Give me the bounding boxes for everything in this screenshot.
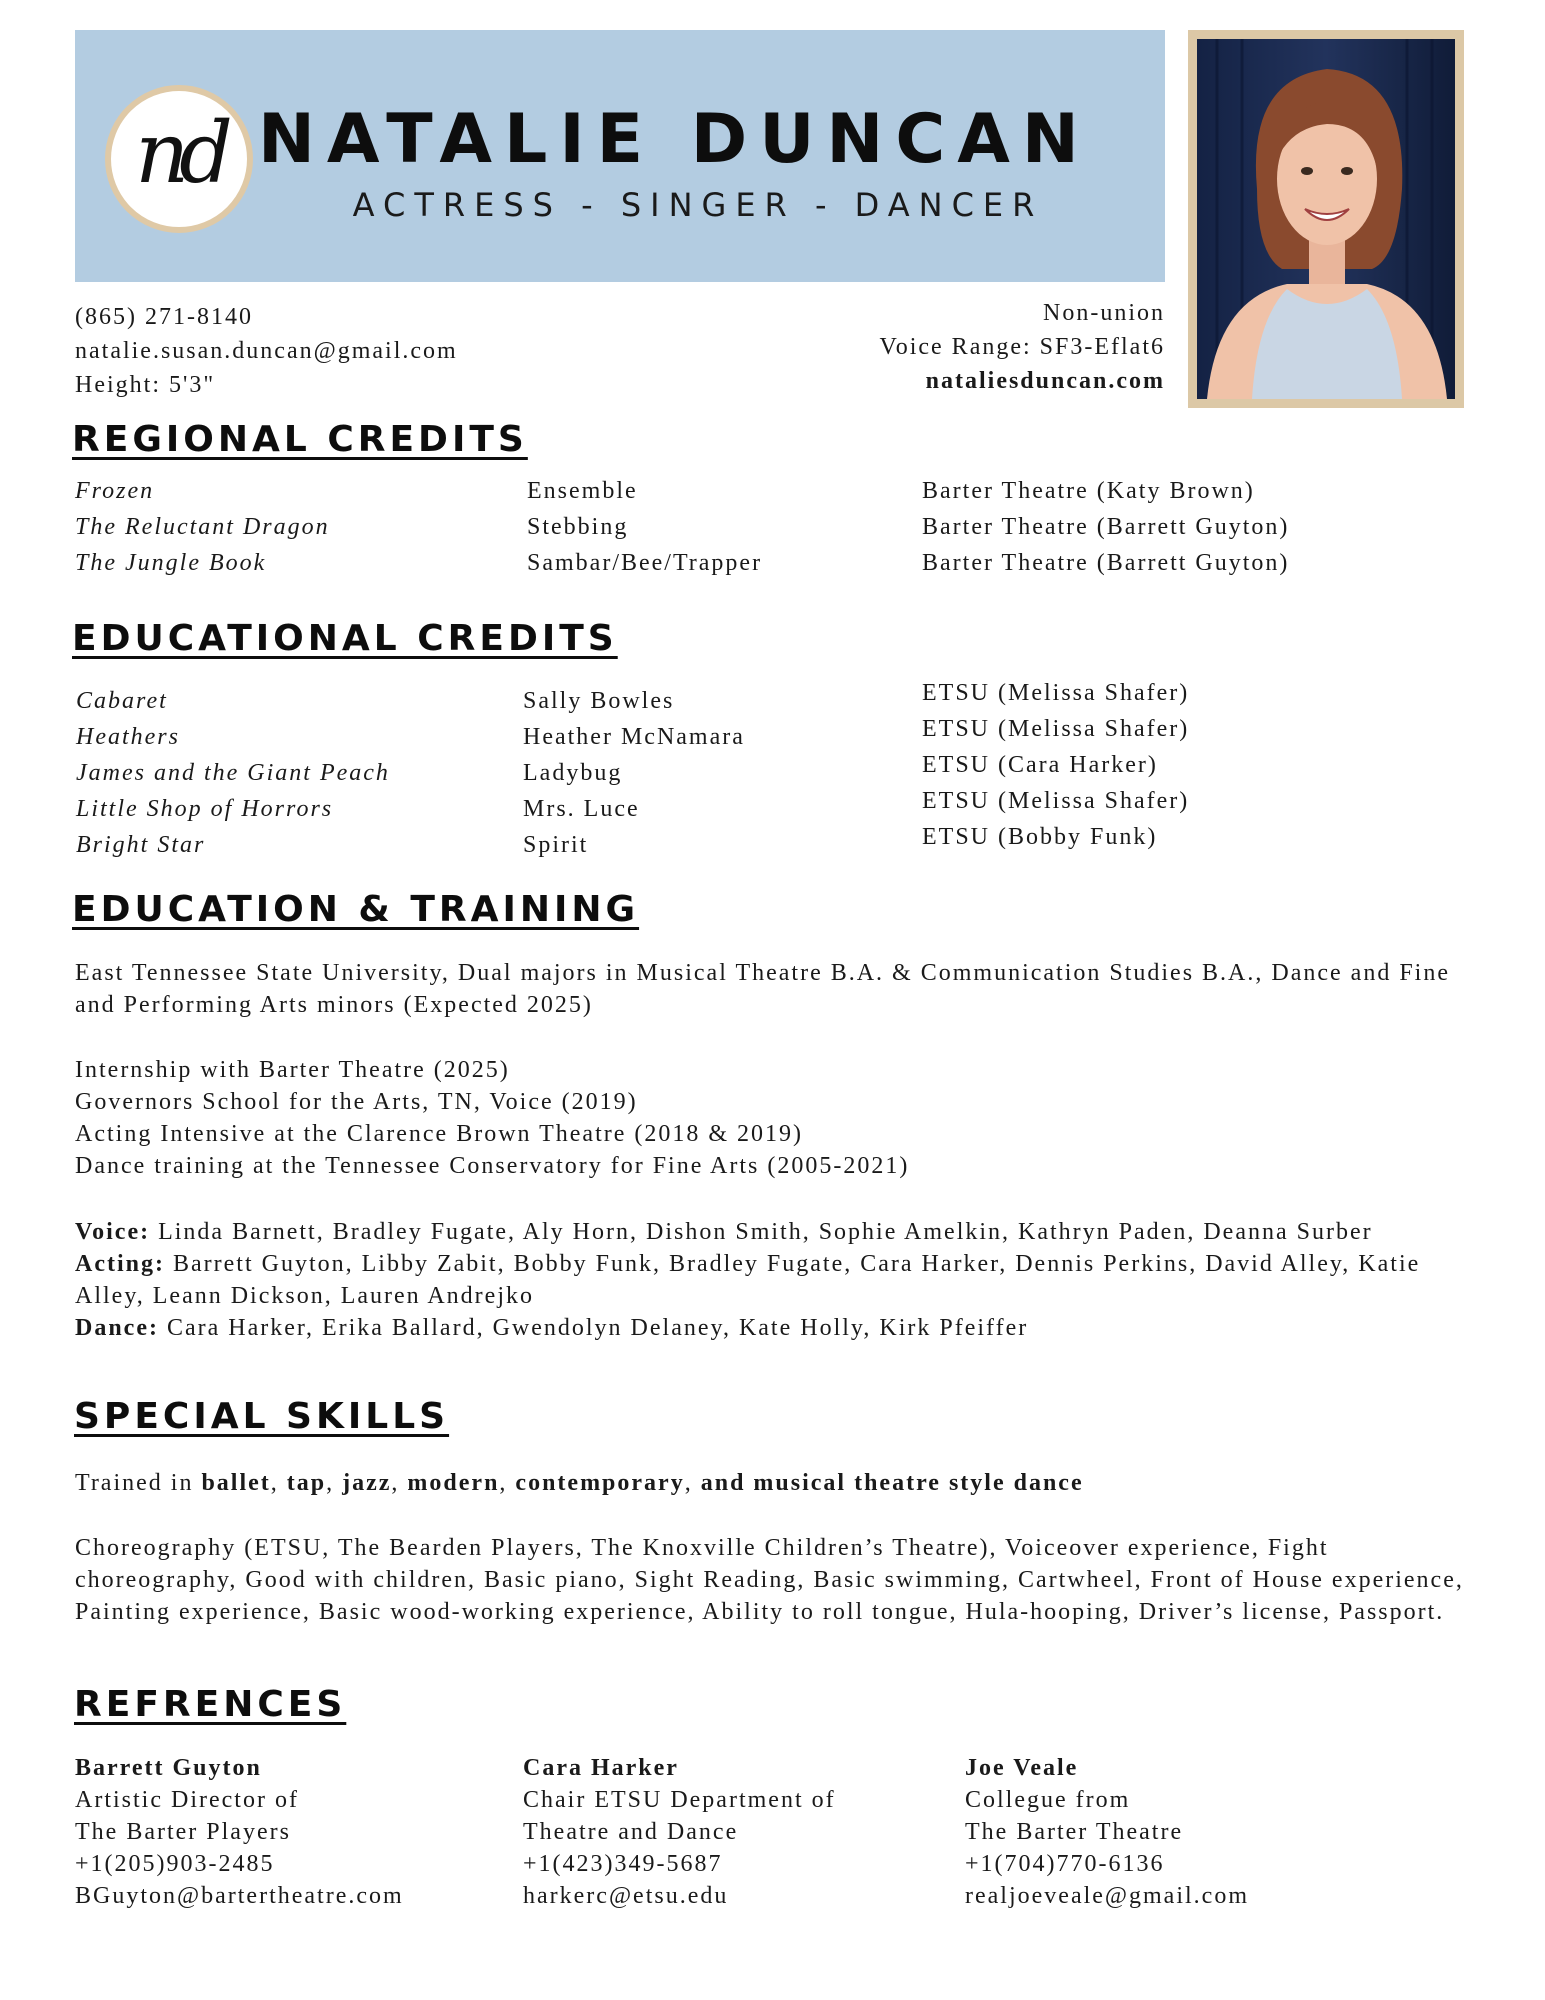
reference-card xyxy=(523,1752,836,1912)
dance-list: Cara Harker, Erika Ballard, Gwendolyn Delaney, Kate Holly, Kirk Pfeiffer xyxy=(158,1315,1029,1341)
list-item: Governors School for the Arts, TN, Voice (2019) xyxy=(75,1089,638,1115)
reference-organization: Theatre and Dance xyxy=(523,1819,739,1845)
educational-credits-heading: EDUCATIONAL CREDITS xyxy=(72,618,618,659)
reference-email[interactable]: BGuyton@bartertheatre.com xyxy=(75,1883,404,1909)
show-title: Cabaret xyxy=(76,688,168,714)
educational-roles-column xyxy=(523,683,745,863)
reference-organization: The Barter Theatre xyxy=(965,1819,1184,1845)
reference-phone: +1(205)903-2485 xyxy=(75,1851,275,1877)
separator: , xyxy=(499,1470,516,1496)
separator: , xyxy=(684,1470,701,1496)
other-skills-text: Choreography (ETSU, The Bearden Players, The Knoxville Children’s Theatre), Voiceover experience, Fight choreography, Good with children, Basic piano, Sight Reading, Basic swimming, Cartwheel, Front of House experience, Painting experience, Basic wood-working experience, Ability to roll tongue, Hula-hooping, Driver’s license, Passport. xyxy=(75,1535,1464,1625)
list-item: Acting Intensive at the Clarence Brown Theatre (2018 & 2019) xyxy=(75,1121,804,1147)
educational-shows-column xyxy=(76,683,390,863)
role: Stebbing xyxy=(527,514,629,540)
acting-list: Barrett Guyton, Libby Zabit, Bobby Funk, Bradley Fugate, Cara Harker, Dennis Perkins, David Alley, Katie Alley, Leann Dickson, Lauren Andrejko xyxy=(75,1251,1421,1309)
headshot-photo xyxy=(1188,30,1464,408)
phone-number: (865) 271-8140 xyxy=(75,304,253,330)
educational-venues-column xyxy=(922,675,1189,855)
voice-list: Linda Barnett, Bradley Fugate, Aly Horn, Dishon Smith, Sophie Amelkin, Kathryn Paden, Deanna Surber xyxy=(150,1219,1373,1245)
acting-label: Acting: xyxy=(75,1251,165,1277)
email-address: natalie.susan.duncan@gmail.com xyxy=(75,338,458,364)
education-training-heading: EDUCATION & TRAINING xyxy=(72,889,640,930)
role: Mrs. Luce xyxy=(523,796,640,822)
venue: ETSU (Melissa Shafer) xyxy=(922,716,1190,742)
role: Ladybug xyxy=(523,760,623,786)
style-jazz: jazz xyxy=(342,1470,392,1496)
reference-title: Collegue from xyxy=(965,1787,1131,1813)
venue: ETSU (Melissa Shafer) xyxy=(922,788,1190,814)
venue: Barter Theatre (Barrett Guyton) xyxy=(922,514,1290,540)
website-link[interactable]: nataliesduncan.com xyxy=(925,368,1165,394)
venue: ETSU (Bobby Funk) xyxy=(922,824,1158,850)
venue: ETSU (Melissa Shafer) xyxy=(922,680,1190,706)
monogram-text: nd xyxy=(135,104,223,202)
venue: ETSU (Cara Harker) xyxy=(922,752,1158,778)
show-title: Heathers xyxy=(76,724,180,750)
voice-teachers xyxy=(75,1216,1475,1248)
list-item: Internship with Barter Theatre (2025) xyxy=(75,1057,510,1083)
headshot-illustration xyxy=(1197,39,1455,399)
contact-right xyxy=(760,296,1165,398)
teachers-block xyxy=(75,1216,1475,1344)
height: Height: 5'3" xyxy=(75,372,216,398)
separator: , xyxy=(326,1470,343,1496)
role: Ensemble xyxy=(527,478,638,504)
voice-range: Voice Range: SF3-Eflat6 xyxy=(879,334,1165,360)
reference-phone: +1(423)349-5687 xyxy=(523,1851,723,1877)
role: Sally Bowles xyxy=(523,688,675,714)
show-title: The Jungle Book xyxy=(75,550,267,576)
special-skills-heading: SPECIAL SKILLS xyxy=(74,1396,450,1437)
actor-name: NATALIE DUNCAN xyxy=(258,100,1091,179)
reference-email[interactable]: realjoeveale@gmail.com xyxy=(965,1883,1249,1909)
reference-name: Joe Veale xyxy=(965,1755,1079,1781)
role: Heather McNamara xyxy=(523,724,745,750)
style-contemporary: contemporary xyxy=(515,1470,685,1496)
role: Sambar/Bee/Trapper xyxy=(527,550,763,576)
venue: Barter Theatre (Katy Brown) xyxy=(922,478,1255,504)
reference-email[interactable]: harkerc@etsu.edu xyxy=(523,1883,729,1909)
voice-label: Voice: xyxy=(75,1219,151,1245)
reference-card xyxy=(75,1752,404,1912)
training-list xyxy=(75,1054,1475,1182)
reference-title: Chair ETSU Department of xyxy=(523,1787,836,1813)
separator: , xyxy=(391,1470,408,1496)
show-title: James and the Giant Peach xyxy=(76,760,390,786)
degree-text: East Tennessee State University, Dual majors in Musical Theatre B.A. & Communication Studies B.A., Dance and Fine and Performing Arts minors (Expected 2025) xyxy=(75,960,1450,1018)
dance-styles-line xyxy=(75,1467,1475,1499)
references-heading: REFRENCES xyxy=(74,1684,347,1725)
reference-name: Barrett Guyton xyxy=(75,1755,262,1781)
list-item: Dance training at the Tennessee Conservatory for Fine Arts (2005-2021) xyxy=(75,1153,910,1179)
contact-left xyxy=(75,300,458,402)
trained-prefix: Trained in xyxy=(75,1470,202,1496)
reference-name: Cara Harker xyxy=(523,1755,679,1781)
show-title: Little Shop of Horrors xyxy=(76,796,334,822)
reference-card xyxy=(965,1752,1249,1912)
show-title: The Reluctant Dragon xyxy=(75,514,330,540)
acting-teachers xyxy=(75,1248,1475,1312)
style-musical-theatre: and musical theatre style dance xyxy=(700,1470,1084,1496)
reference-organization: The Barter Players xyxy=(75,1819,291,1845)
show-title: Frozen xyxy=(75,478,155,504)
venue: Barter Theatre (Barrett Guyton) xyxy=(922,550,1290,576)
role: Spirit xyxy=(523,832,589,858)
style-tap: tap xyxy=(286,1470,327,1496)
monogram-logo xyxy=(105,85,253,233)
reference-phone: +1(704)770-6136 xyxy=(965,1851,1165,1877)
reference-title: Artistic Director of xyxy=(75,1787,299,1813)
regional-credits-heading: REGIONAL CREDITS xyxy=(72,419,528,460)
style-ballet: ballet xyxy=(201,1470,271,1496)
dance-teachers xyxy=(75,1312,1475,1344)
tagline: ACTRESS - SINGER - DANCER xyxy=(352,186,1044,224)
separator: , xyxy=(270,1470,287,1496)
style-modern: modern xyxy=(407,1470,500,1496)
dance-label: Dance: xyxy=(75,1315,159,1341)
union-status: Non-union xyxy=(1043,300,1165,326)
show-title: Bright Star xyxy=(76,832,206,858)
